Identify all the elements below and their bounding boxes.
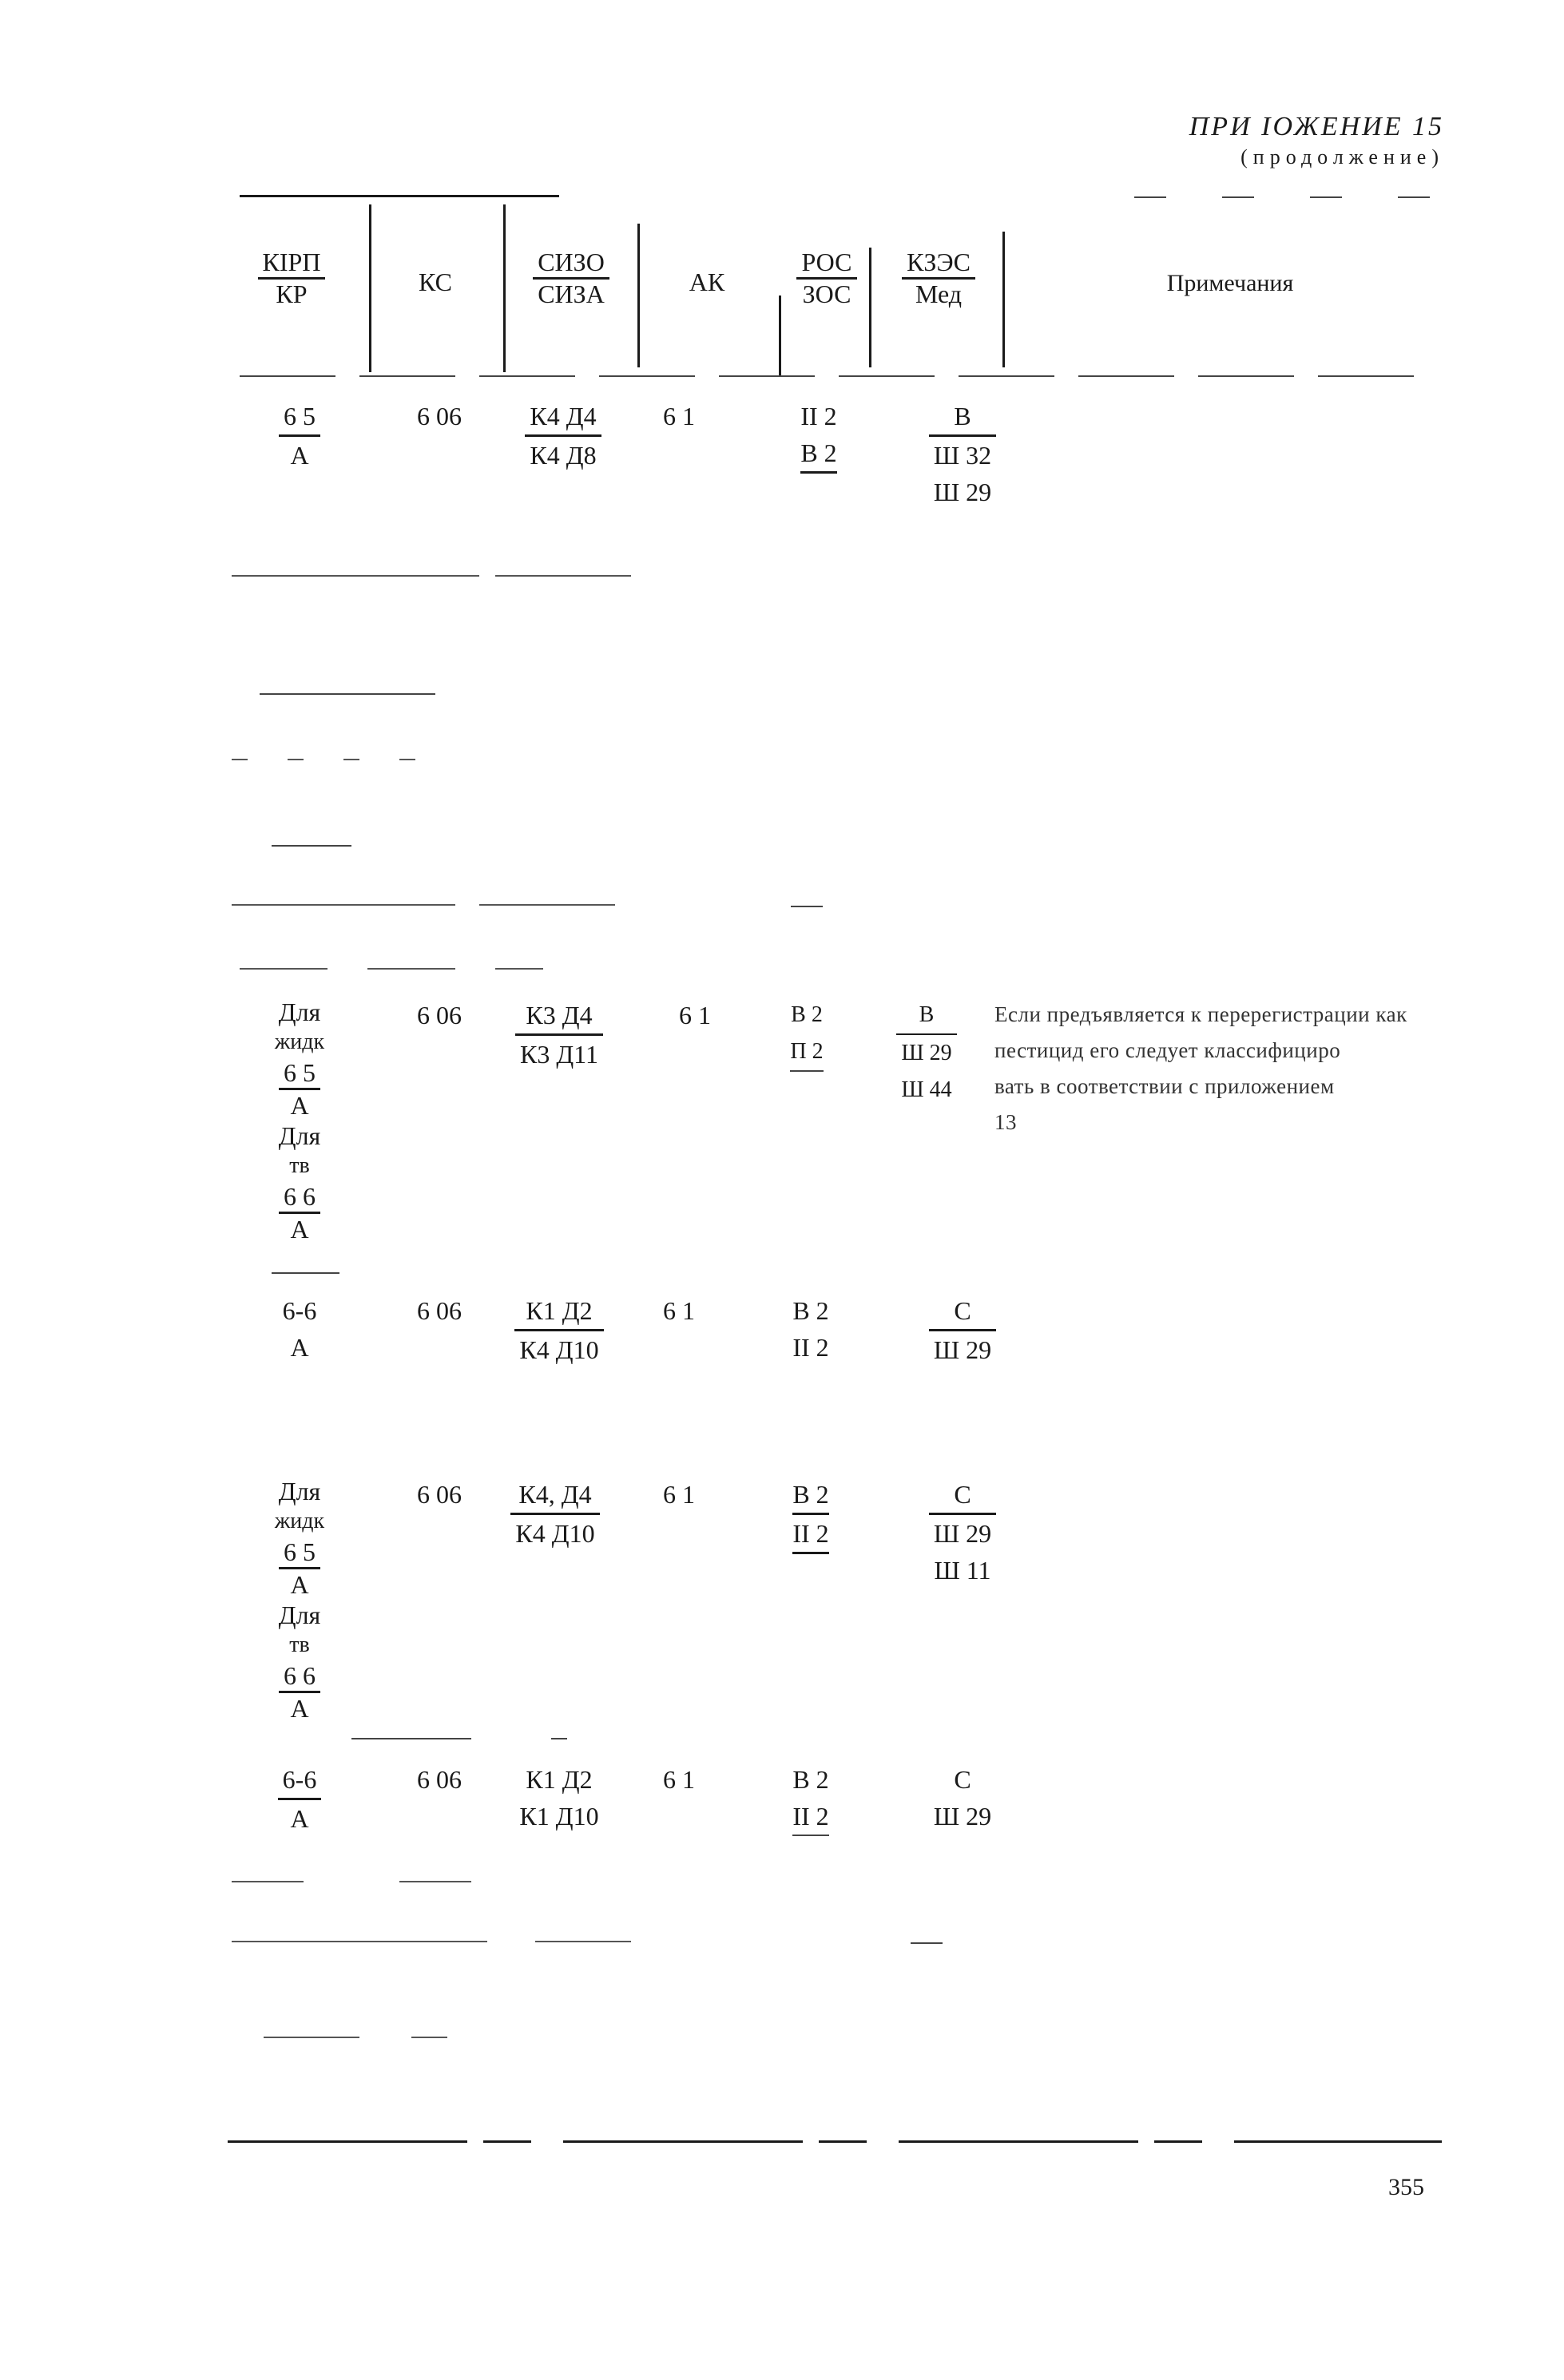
header-divider: [869, 248, 871, 367]
header-kzes-num: КЗЭС: [902, 248, 975, 280]
separator-rule: [240, 968, 543, 970]
header-kzes: [879, 248, 998, 309]
header-pos-num: РОС: [796, 248, 856, 280]
separator-rule: [232, 1941, 631, 1942]
header-krpp-den: КР: [276, 280, 308, 308]
header-divider: [369, 204, 371, 372]
header-top-rule-dashes: [1134, 196, 1438, 198]
separator-rule: [232, 759, 415, 760]
row4-krpp: Для жидк $\frac{6 5}{А}$ Для тв $\frac{6 6}{А}$: [274, 1477, 325, 1723]
header-sizo: [511, 248, 631, 309]
header-sizo-num: СИЗО: [533, 248, 609, 280]
header-pos-den: ЗОС: [802, 280, 851, 308]
row2-pos: В 2 П 2: [767, 997, 847, 1072]
separator-rule: [351, 1738, 567, 1739]
header-divider: [503, 204, 506, 372]
separator-rule: [232, 575, 631, 577]
header-divider: [779, 296, 781, 375]
row3-sizo: $\frac{К1 Д2}{К4 Д10}$: [495, 1292, 623, 1368]
row5-ak: 6 1: [663, 1765, 695, 1794]
row2-ak: 6 1: [679, 1001, 711, 1029]
row5-ks: 6 06: [417, 1765, 462, 1794]
appendix-title: ПРИ IОЖЕНИЕ 15: [1189, 112, 1444, 141]
row1-ks: 6 06: [417, 402, 462, 430]
row2-krpp: Для жидк $\frac{6 5}{А}$ Для тв $\frac{6 6}{А}$: [274, 998, 325, 1244]
row5-krpp: $\frac{6-6}{А}$: [256, 1761, 343, 1837]
table-bottom-rule: [228, 2140, 1442, 2143]
separator-rule: [272, 1272, 339, 1274]
row4-pos: В 2 II 2: [771, 1476, 851, 1554]
row1-pos: II 2 В 2: [783, 398, 855, 474]
row3-kzes: $\frac{С}{Ш 29}$: [919, 1292, 1006, 1368]
row5-kzes: С Ш 29: [933, 1765, 992, 1831]
row3-ak: 6 1: [663, 1296, 695, 1325]
header-divider: [637, 224, 640, 367]
separator-rule: [264, 2037, 447, 2038]
row3-krpp: 6-6 А: [282, 1296, 317, 1362]
row1-kzes: В Ш 32 Ш 29: [919, 398, 1006, 510]
header-divider: [1002, 232, 1005, 367]
separator-rule: [232, 1881, 503, 1882]
row4-sizo: $\frac{К4, Д4}{К4 Д10}$: [487, 1476, 623, 1552]
row4-ak: 6 1: [663, 1480, 695, 1509]
page-number: 355: [1388, 2174, 1424, 2200]
row3-ks: 6 06: [417, 1296, 462, 1325]
header-krpp: [240, 248, 343, 309]
header-ak: АК: [689, 268, 725, 296]
row3-pos: В 2 II 2: [792, 1296, 829, 1362]
row2-sizo: $\frac{К3 Д4}{К3 Д11}$: [495, 997, 623, 1073]
row5-sizo: К1 Д2 К1 Д10: [519, 1765, 599, 1831]
row1-krpp: $\frac{6 5}{А}$: [264, 398, 335, 474]
header-notes: Примечания: [1166, 270, 1294, 296]
appendix-subtitle: (продолжение): [1240, 145, 1444, 169]
separator-rule: [911, 1942, 943, 1944]
row2-kzes: В Ш 29 Ш 44: [883, 997, 971, 1109]
separator-rule: [272, 845, 351, 847]
row2-ks: 6 06: [417, 1001, 462, 1029]
separator-rule: [232, 904, 615, 906]
separator-rule: [260, 693, 435, 695]
header-top-rule: [240, 195, 559, 197]
row1-sizo: $\frac{К4 Д4}{К4 Д8}$: [503, 398, 623, 474]
row4-ks: 6 06: [417, 1480, 462, 1509]
header-ks: КС: [419, 268, 452, 296]
header-sizo-den: СИЗА: [538, 280, 605, 308]
row5-pos: В 2 II 2: [771, 1761, 851, 1836]
header-kzes-den: Мед: [915, 280, 963, 308]
row4-kzes: С Ш 29 Ш 11: [919, 1476, 1006, 1589]
row2-note: Если предъявляется к перерегистрации как пестицид его следует классифициро вать в соответствии с приложением 13: [994, 1002, 1407, 1134]
header-pos: [787, 248, 867, 309]
separator-rule: [791, 906, 823, 907]
header-bottom-rule: [240, 375, 1438, 377]
row1-ak: 6 1: [663, 402, 695, 430]
header-krpp-num: КIРП: [258, 248, 326, 280]
